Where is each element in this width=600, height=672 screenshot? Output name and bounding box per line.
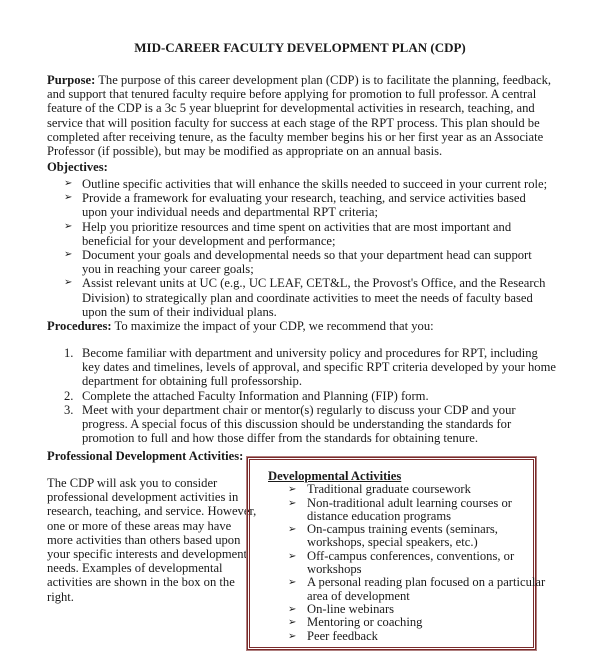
list-item [47, 276, 547, 319]
list-item-line: Peer feedback [307, 628, 378, 643]
purpose-text: feature of the CDP is a 3c 5 year blueprint for developmental activities in research, teaching, and [47, 101, 535, 116]
item-number: 3. [64, 402, 74, 417]
list-item-line: you in reaching your career goals; [82, 262, 254, 277]
purpose-text: Professor (if possible), but may be modified as appropriate on an annual basis. [47, 143, 443, 158]
list-item [268, 483, 545, 496]
bullet-arrow-icon: ➢ [288, 550, 297, 562]
purpose-line [47, 87, 551, 101]
list-item [268, 616, 545, 629]
list-item-line: upon your individual needs and departmental RPT criteria; [82, 205, 378, 220]
list-item-line: Help you prioritize resources and time spent on activities that are most important and [82, 219, 512, 234]
list-item-line: progress. A special focus of this discussion should be understanding the standards for [82, 416, 512, 431]
bullet-arrow-icon: ➢ [288, 630, 297, 642]
list-item [47, 220, 547, 248]
purpose-text: and support that tenured faculty require before applying for promotion to full professor. A central [47, 87, 537, 102]
list-item [268, 497, 545, 524]
list-item-line: On-line webinars [307, 601, 395, 616]
pda-line: one or more of these areas may have [47, 518, 232, 533]
pda-heading: Professional Development Activities: [47, 449, 244, 463]
purpose-line [47, 130, 551, 144]
developmental-activities-box [247, 457, 546, 650]
list-item-line: Non-traditional adult learning courses or [307, 495, 512, 510]
objectives-list [47, 177, 547, 319]
purpose-text: The purpose of this career development plan (CDP) is to facilitate the planning, feedback, [95, 73, 552, 87]
list-item [268, 523, 545, 550]
purpose-text: completed after receiving tenure, as the faculty member begins his or her first year as an Associate [47, 129, 544, 144]
bullet-arrow-icon: ➢ [288, 617, 297, 629]
list-item [268, 550, 545, 577]
item-number: 1. [64, 346, 74, 360]
list-item-line: Document your goals and developmental needs so that your department head can support [82, 247, 532, 262]
item-number: 2. [64, 388, 74, 403]
list-item-line: Complete the attached Faculty Information and Planning (FIP) form. [82, 388, 429, 403]
pda-text [47, 476, 256, 604]
list-item-line: Division) to strategically plan and coordinate activities to meet the needs of faculty based [82, 290, 533, 305]
list-item-line: On-campus training events (seminars, [307, 522, 498, 537]
procedures-intro-text: To maximize the impact of your CDP, we recommend that you: [111, 319, 434, 333]
purpose-label: Purpose: [47, 73, 96, 87]
list-item [47, 248, 547, 276]
list-item [47, 177, 547, 191]
bullet-arrow-icon: ➢ [64, 178, 73, 189]
list-item-line: Meet with your department chair or mentor(s) regularly to discuss your CDP and your [82, 402, 516, 417]
list-item-line: workshops [307, 562, 362, 577]
list-item [47, 389, 556, 403]
pda-line: your specific interests and development [47, 546, 248, 561]
list-item-line: area of development [307, 588, 410, 603]
bullet-arrow-icon: ➢ [64, 192, 73, 204]
list-item-line: Mentoring or coaching [307, 615, 423, 630]
procedures-heading: Procedures: [47, 319, 112, 333]
list-item-line: Outline specific activities that will enhance the skills needed to succeed in your current role; [82, 177, 548, 191]
document-title: MID-CAREER FACULTY DEVELOPMENT PLAN (CDP) [134, 40, 466, 55]
pda-line: professional development activities in [47, 490, 239, 505]
procedures-list [47, 346, 556, 445]
list-item-line: Assist relevant units at UC (e.g., UC LEAF, CET&L, the Provost's Office, and the Research [82, 276, 546, 291]
bullet-arrow-icon: ➢ [288, 577, 297, 589]
pda-line: research, teaching, and service. However, [47, 504, 257, 519]
list-item [268, 603, 545, 616]
list-item-line: key dates and timelines, levels of approval, and specific RPT criteria developed by your home [82, 360, 556, 375]
purpose-line [47, 73, 551, 87]
list-item-line: Provide a framework for evaluating your research, teaching, and service activities based [82, 191, 526, 206]
bullet-arrow-icon: ➢ [288, 603, 297, 615]
procedures-intro [47, 319, 434, 333]
list-item-line: upon the sum of their individual plans. [82, 304, 277, 319]
list-item-line: A personal reading plan focused on a particular [307, 575, 546, 590]
list-item [268, 576, 545, 603]
list-item-line: workshops, special speakers, etc.) [307, 535, 478, 550]
pda-line: activities are shown in the box on the [47, 575, 235, 590]
pda-line: The CDP will ask you to consider [47, 476, 218, 490]
box-heading: Developmental Activities [268, 469, 402, 483]
bullet-arrow-icon: ➢ [288, 524, 297, 536]
list-item-line: Off-campus conferences, conventions, or [307, 548, 515, 563]
bullet-arrow-icon: ➢ [64, 248, 73, 260]
purpose-line [47, 116, 551, 130]
list-item-line: department for obtaining full professorship. [82, 374, 302, 389]
list-item-line: beneficial for your development and performance; [82, 233, 336, 248]
bullet-arrow-icon: ➢ [288, 497, 297, 509]
purpose-line [47, 144, 551, 158]
list-item-line: Become familiar with department and university policy and procedures for RPT, including [82, 346, 538, 360]
list-item-line: distance education programs [307, 508, 452, 523]
bullet-arrow-icon: ➢ [288, 484, 297, 496]
list-item-line: Traditional graduate coursework [307, 482, 471, 497]
pda-line: right. [47, 589, 74, 604]
list-item-line: promotion to full and how those differ from the standards for obtaining tenure. [82, 431, 479, 446]
objectives-heading: Objectives: [47, 160, 108, 174]
list-item [268, 630, 545, 643]
purpose-text: service that will position faculty for success at each stage of the RPT process. This plan should be [47, 115, 540, 130]
list-item [47, 346, 556, 389]
bullet-arrow-icon: ➢ [64, 277, 73, 289]
pda-line: needs. Examples of developmental [47, 561, 223, 576]
purpose-section [47, 73, 551, 158]
purpose-line [47, 101, 551, 115]
list-item [47, 191, 547, 219]
list-item [47, 403, 556, 446]
bullet-arrow-icon: ➢ [64, 220, 73, 232]
pda-line: more activities than others based upon [47, 532, 241, 547]
